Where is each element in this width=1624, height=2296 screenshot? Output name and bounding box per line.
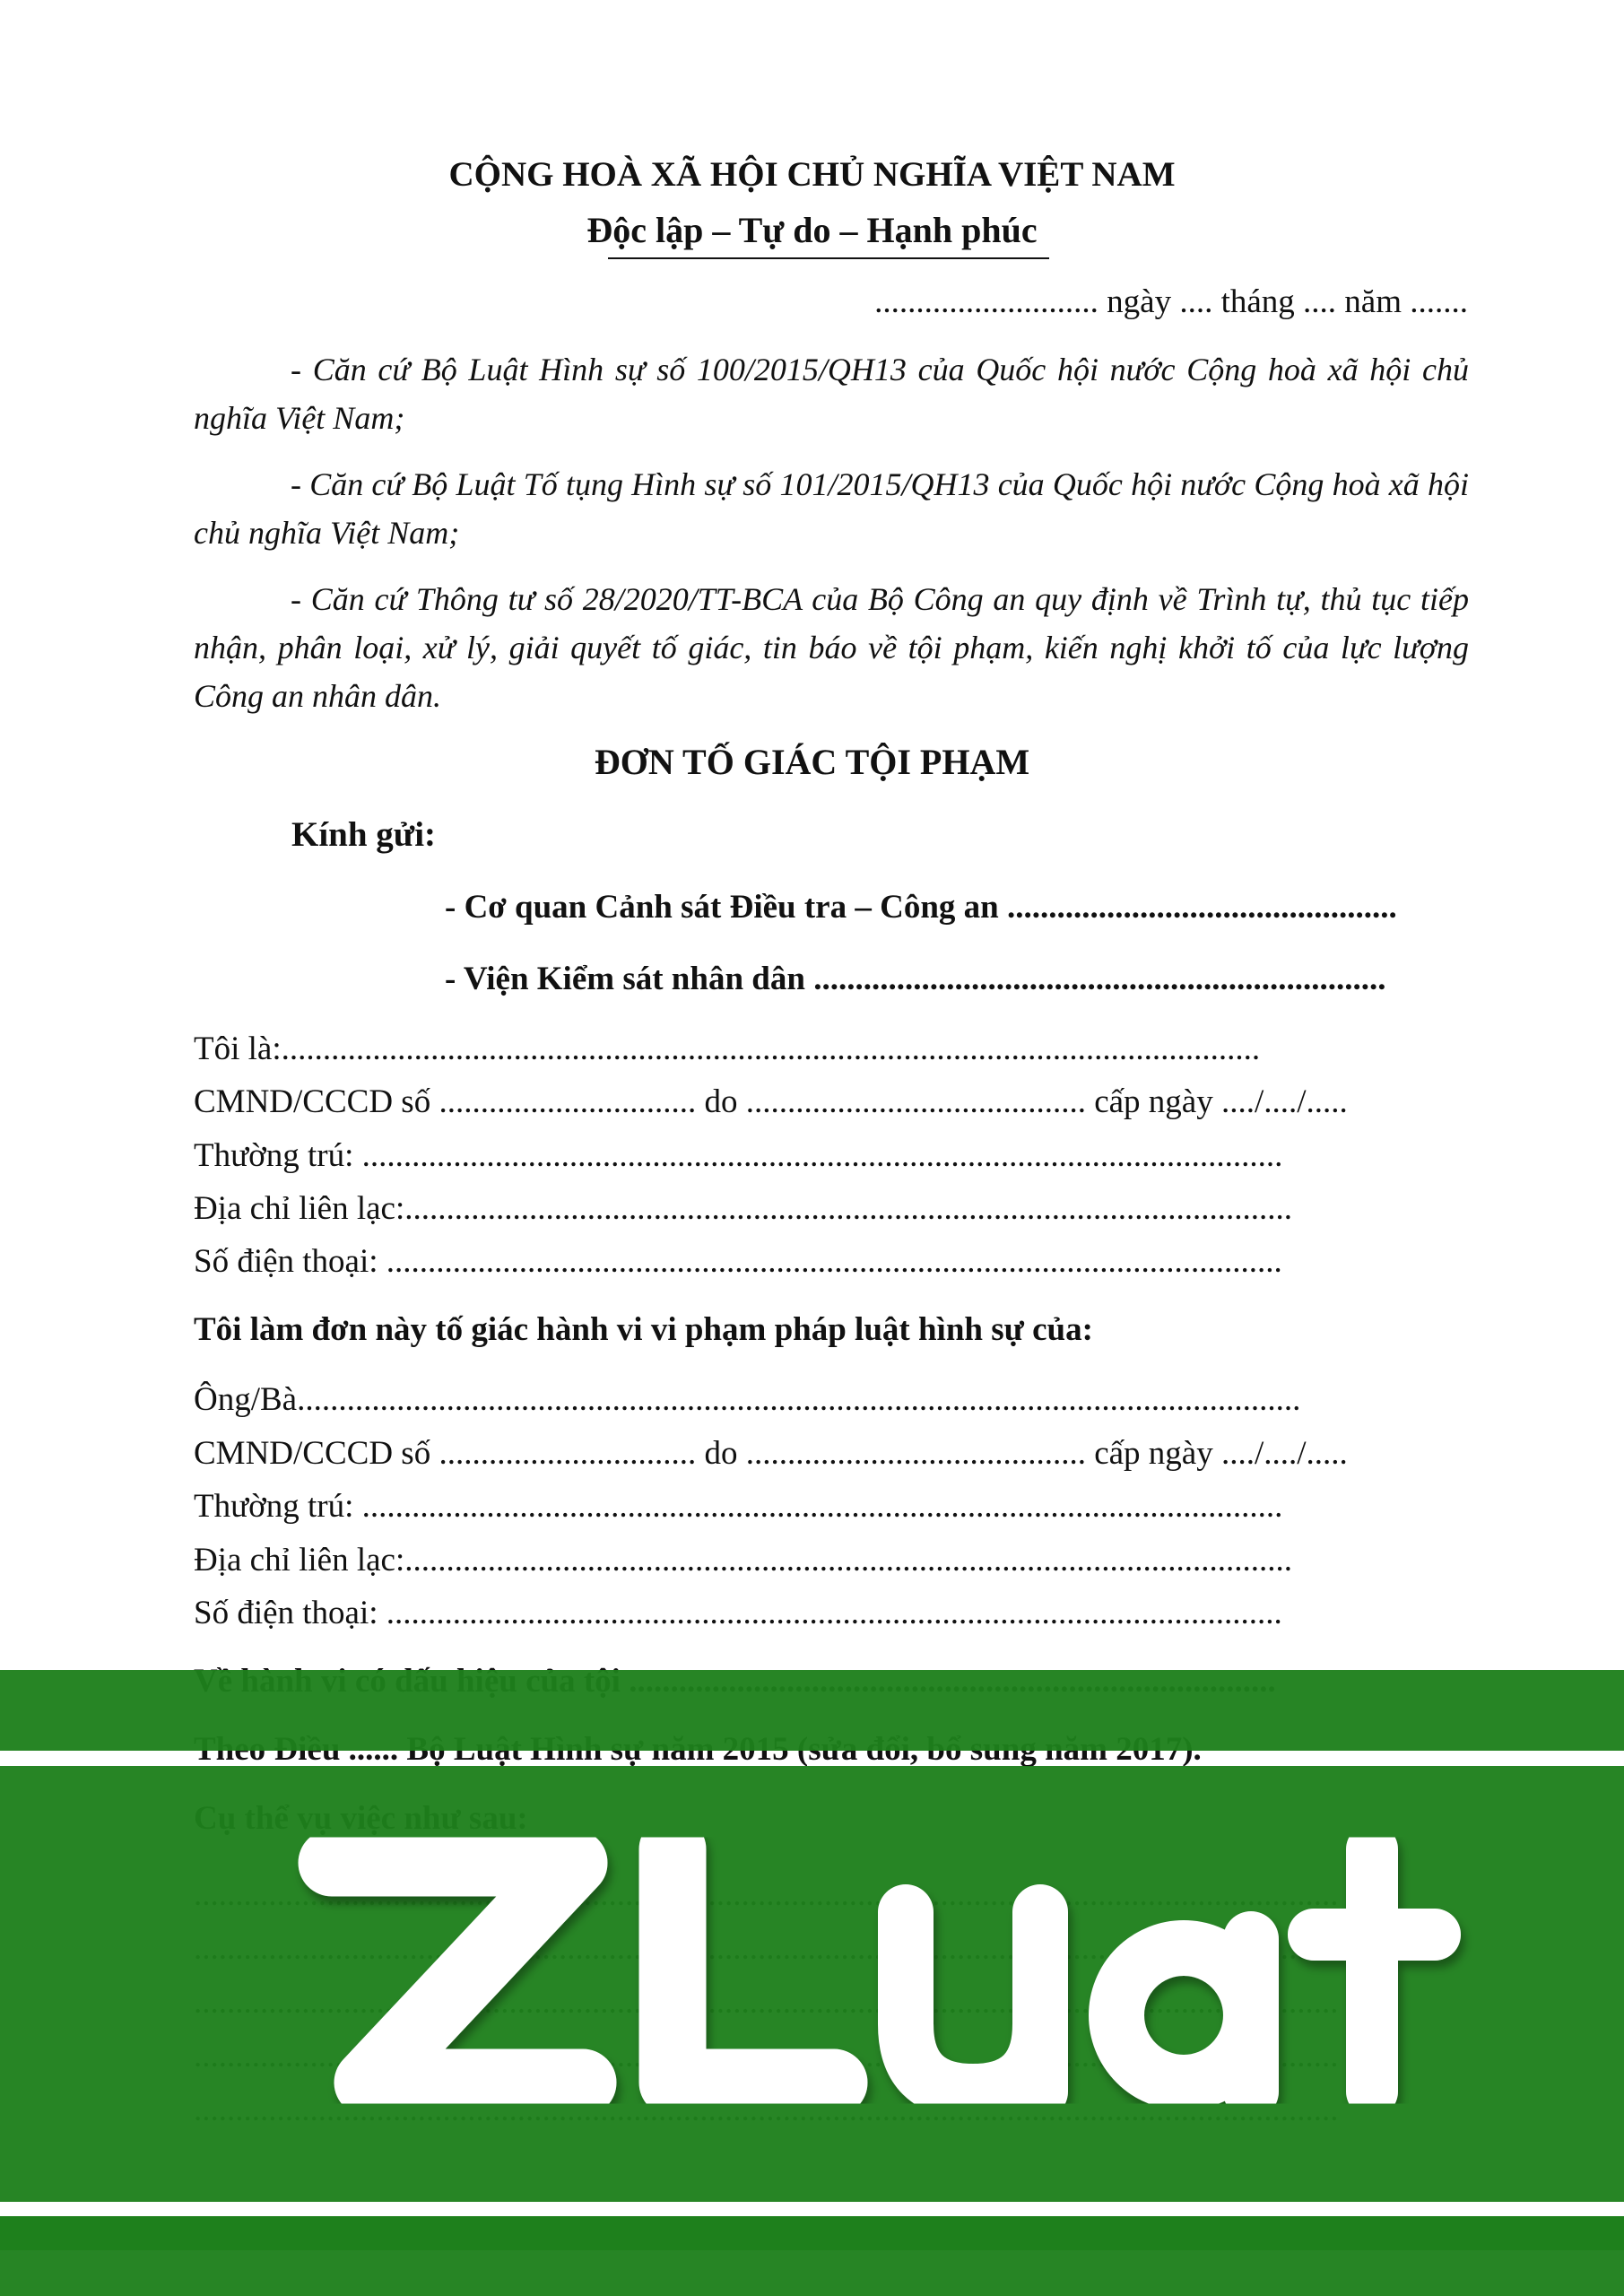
recipient-procuracy: - Viện Kiểm sát nhân dân ..................................................................... xyxy=(445,961,1386,997)
complainant-residence-field: Thường trú: ............................................................................................................... xyxy=(194,1137,1283,1174)
complainant-name-field: Tôi là:...................................................................................................................... xyxy=(194,1031,1261,1067)
motto-underline xyxy=(608,257,1049,259)
accused-id-field: CMND/CCCD số ............................... do ......................................... cấp ngày ..../..../..... xyxy=(194,1435,1348,1472)
salutation: Kính gửi: xyxy=(291,815,437,854)
legal-basis-criminal-procedure: - Căn cứ Bộ Luật Tố tụng Hình sự số 101/2015/QH13 của Quốc hội nước Cộng hoà xã hội chủ nghĩa Việt Nam; xyxy=(194,466,1469,551)
national-title: CỘNG HOÀ XÃ HỘI CHỦ NGHĨA VIỆT NAM xyxy=(448,155,1176,194)
complainant-address-field: Địa chỉ liên lạc:........................................................................................................... xyxy=(194,1190,1293,1227)
national-motto: Độc lập – Tự do – Hạnh phúc xyxy=(586,210,1038,250)
complainant-id-field: CMND/CCCD số ............................... do ......................................... cấp ngày ..../..../..... xyxy=(194,1083,1348,1120)
accused-name-field: Ông/Bà......................................................................................................................... xyxy=(194,1381,1301,1418)
recipient-police: - Cơ quan Cảnh sát Điều tra – Công an ............................................... xyxy=(445,889,1397,926)
form-title: ĐƠN TỐ GIÁC TỘI PHẠM xyxy=(594,742,1030,782)
legal-basis-circular: - Căn cứ Thông tư số 28/2020/TT-BCA của Bộ Công an quy định về Trình tự, thủ tục tiếp nhận, phân loại, xử lý, giải quyết tố giác, tin báo về tội phạm, kiến nghị khởi tố của lực lượng Công an nhân dân. xyxy=(194,581,1469,714)
complainant-phone-field: Số điện thoại: ............................................................................................................ xyxy=(194,1243,1282,1280)
accused-residence-field: Thường trú: ............................................................................................................... xyxy=(194,1488,1283,1525)
zluat-logo xyxy=(0,1670,1624,2296)
accused-section-heading: Tôi làm đơn này tố giác hành vi vi phạm pháp luật hình sự của: xyxy=(194,1311,1093,1348)
date-line: ........................... ngày .... tháng .... năm ....... xyxy=(874,283,1468,320)
accused-address-field: Địa chỉ liên lạc:........................................................................................................... xyxy=(194,1542,1293,1578)
zluat-watermark-banner xyxy=(0,1670,1624,2296)
accused-phone-field: Số điện thoại: ............................................................................................................ xyxy=(194,1595,1282,1631)
legal-basis-criminal-code: - Căn cứ Bộ Luật Hình sự số 100/2015/QH13 của Quốc hội nước Cộng hoà xã hội chủ nghĩa Việt Nam; xyxy=(194,352,1469,436)
